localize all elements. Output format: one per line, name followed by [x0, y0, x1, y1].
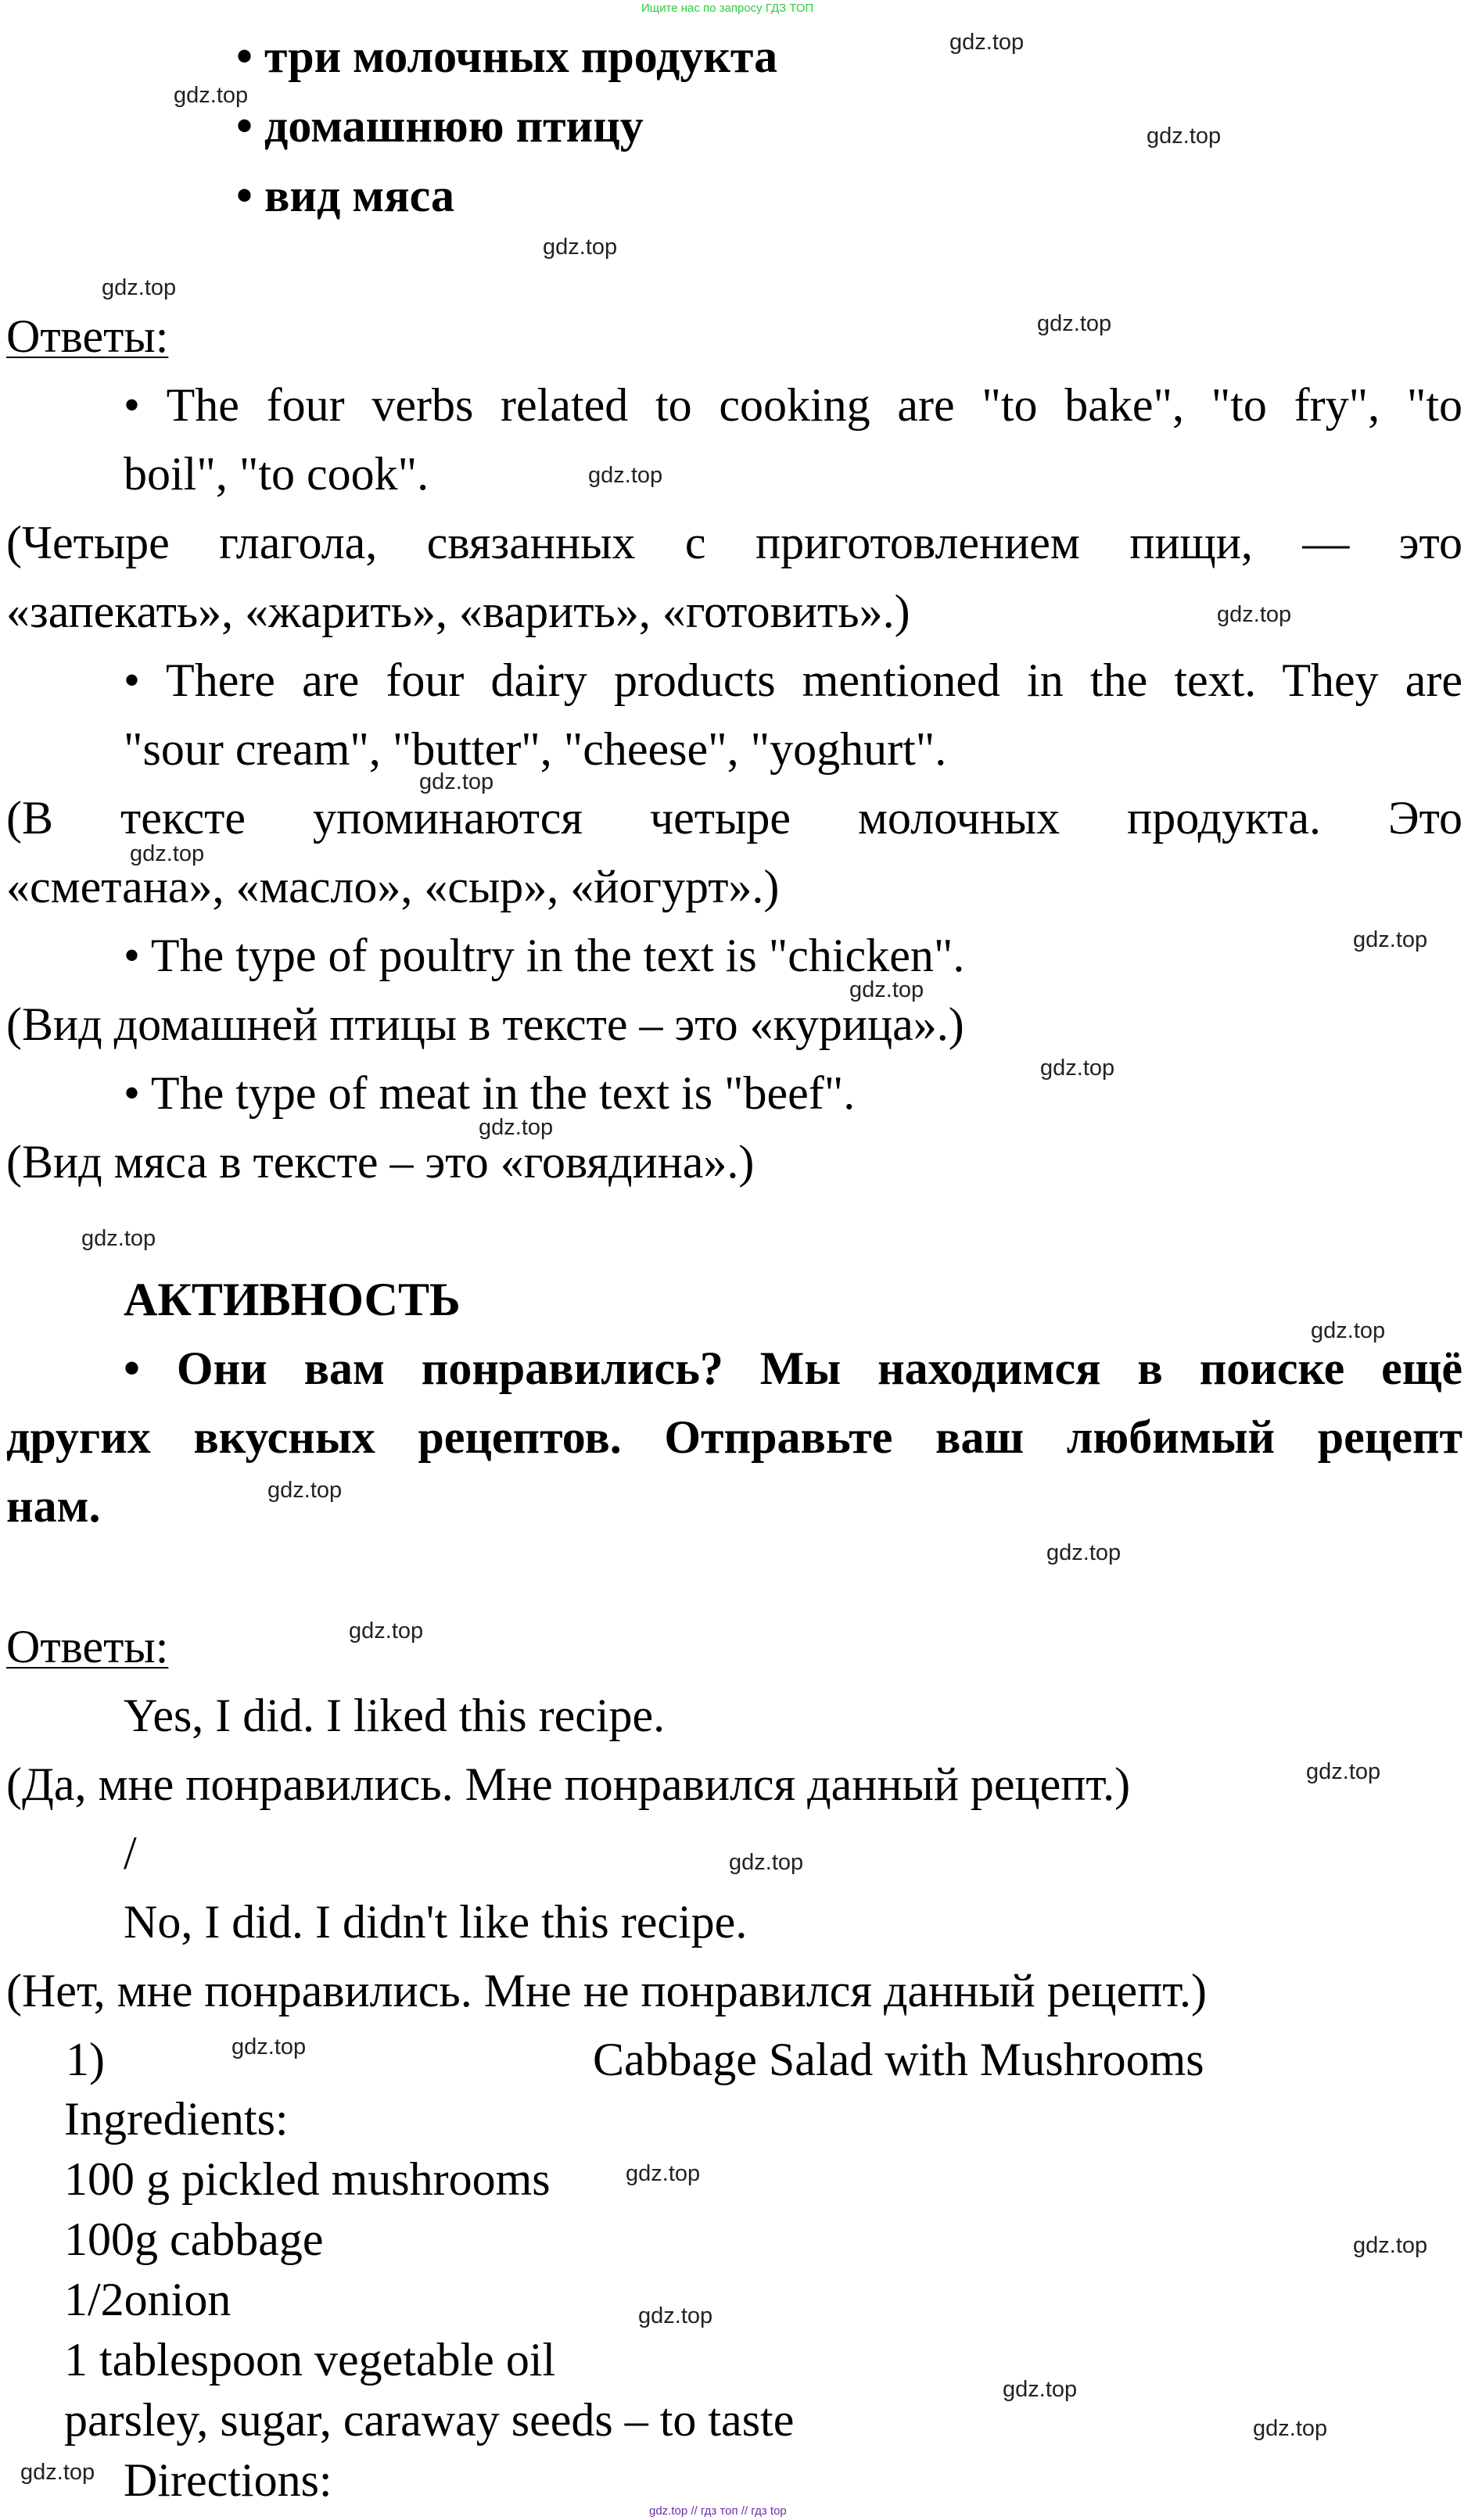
- answer-no-ru: (Нет, мне понравились. Мне не понравился данный рецепт.): [6, 1965, 1207, 2016]
- watermark: gdz.top: [81, 1226, 156, 1251]
- answer-verbs-en-line1: • The four verbs related to cooking are "to bake", "to fry", "to: [124, 379, 1462, 431]
- recipe-number: 1): [66, 2034, 105, 2085]
- watermark: gdz.top: [1040, 1056, 1115, 1081]
- watermark: gdz.top: [949, 30, 1025, 55]
- recipe-directions-label: Directions:: [124, 2454, 332, 2506]
- answer-dairy-ru-line1: (В тексте упоминаются четыре молочных продукта. Это: [6, 792, 1462, 844]
- answer-meat-en: • The type of meat in the text is "beef".: [124, 1067, 856, 1119]
- answer-verbs-en-line2: boil", "to cook".: [124, 448, 429, 500]
- task-bullet-poultry: • домашнюю птицу: [236, 100, 644, 152]
- watermark: gdz.top: [102, 275, 177, 300]
- activity-heading: АКТИВНОСТЬ: [124, 1274, 461, 1325]
- recipe-title: Cabbage Salad with Mushrooms: [593, 2034, 1204, 2085]
- watermark: gdz.top: [1353, 927, 1428, 952]
- watermark: gdz.top: [1353, 2233, 1428, 2258]
- task-bullet-meat: • вид мяса: [236, 170, 455, 221]
- activity-line2: других вкусных рецептов. Отправьте ваш любимый рецепт: [6, 1411, 1462, 1463]
- watermark: gdz.top: [729, 1850, 804, 1875]
- top-banner: Ищите нас по запросу ГДЗ ТОП: [641, 2, 814, 15]
- answer-yes-en: Yes, I did. I liked this recipe.: [124, 1690, 666, 1741]
- answer-no-en: No, I did. I didn't like this recipe.: [124, 1896, 748, 1948]
- answer-meat-ru: (Вид мяса в тексте – это «говядина».): [6, 1136, 755, 1188]
- watermark: gdz.top: [1306, 1759, 1381, 1784]
- ingredient-item: 100g cabbage: [64, 2214, 324, 2265]
- answers-label-2: Ответы:: [6, 1621, 169, 1672]
- ingredient-item: 1 tablespoon vegetable oil: [64, 2334, 556, 2386]
- answer-verbs-ru-line2: «запекать», «жарить», «варить», «готовить».): [6, 586, 910, 637]
- answer-dairy-en-line1: • There are four dairy products mentioned in the text. They are: [124, 654, 1462, 706]
- watermark: gdz.top: [20, 2460, 95, 2485]
- watermark: gdz.top: [638, 2303, 713, 2328]
- answer-slash: /: [124, 1827, 137, 1879]
- activity-line1: • Они вам понравились? Мы находимся в поиске ещё: [124, 1342, 1462, 1394]
- watermark: gdz.top: [1253, 2416, 1328, 2441]
- watermark: gdz.top: [479, 1115, 554, 1140]
- watermark: gdz.top: [626, 2161, 701, 2186]
- watermark: gdz.top: [419, 769, 494, 794]
- watermark: gdz.top: [1147, 124, 1222, 149]
- ingredient-item: 100 g pickled mushrooms: [64, 2153, 551, 2205]
- task-bullet-dairy: • три молочных продукта: [236, 30, 778, 82]
- watermark: gdz.top: [130, 841, 205, 866]
- watermark: gdz.top: [1003, 2377, 1078, 2402]
- answer-dairy-ru-line2: «сметана», «масло», «сыр», «йогурт».): [6, 861, 780, 912]
- watermark: gdz.top: [588, 463, 663, 488]
- watermark: gdz.top: [1217, 602, 1292, 627]
- watermark: gdz.top: [1311, 1318, 1386, 1343]
- watermark: gdz.top: [349, 1618, 424, 1644]
- watermark: gdz.top: [1037, 311, 1112, 336]
- answer-poultry-en: • The type of poultry in the text is "chicken".: [124, 930, 965, 981]
- answer-dairy-en-line2: "sour cream", "butter", "cheese", "yoghurt".: [124, 723, 947, 775]
- watermark: gdz.top: [543, 235, 618, 260]
- watermark: gdz.top: [174, 83, 249, 108]
- answers-label: Ответы:: [6, 310, 169, 362]
- watermark: gdz.top: [267, 1478, 343, 1503]
- answer-verbs-ru-line1: (Четыре глагола, связанных с приготовлением пищи, — это: [6, 517, 1462, 568]
- answer-yes-ru: (Да, мне понравились. Мне понравился данный рецепт.): [6, 1758, 1131, 1810]
- watermark: gdz.top: [231, 2034, 307, 2059]
- answer-poultry-ru: (Вид домашней птицы в тексте – это «курица».): [6, 998, 964, 1050]
- watermark: gdz.top: [1046, 1540, 1122, 1565]
- recipe-ingredients-label: Ingredients:: [64, 2093, 289, 2145]
- ingredient-item: 1/2onion: [64, 2274, 231, 2325]
- ingredient-item: parsley, sugar, caraway seeds – to taste: [64, 2394, 795, 2446]
- watermark: gdz.top: [849, 977, 924, 1002]
- activity-line3: нам.: [6, 1480, 101, 1532]
- bottom-banner: gdz.top // гдз топ // гдз top: [649, 2504, 787, 2518]
